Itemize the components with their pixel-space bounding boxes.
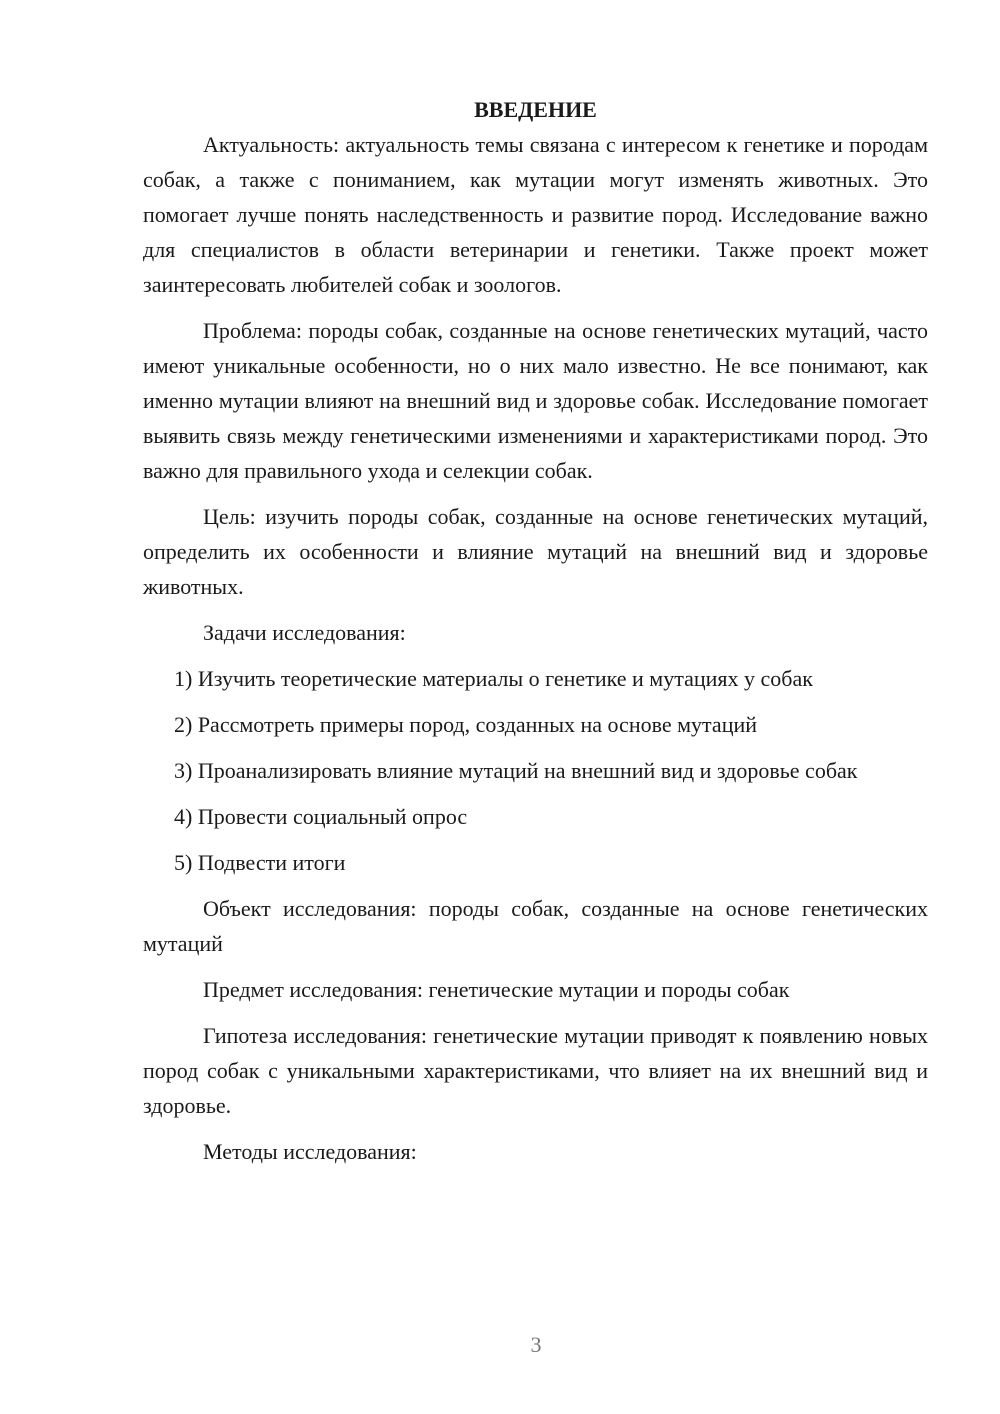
task-item-3: 3) Проанализировать влияние мутаций на внешний вид и здоровье собак [174,758,858,783]
paragraph-subject: Предмет исследования: генетические мутации и породы собак [203,977,790,1002]
task-item-4: 4) Провести социальный опрос [174,804,468,829]
paragraph-goal: Цель: изучить породы собак, созданные на основе генетических мутаций, определить их особенности и влияние мутаций на внешний вид и здоровье животных. [143,504,928,599]
task-item-2: 2) Рассмотреть примеры пород, созданных на основе мутаций [174,712,758,737]
page-number: 3 [530,1332,542,1357]
document-page [143,92,928,1169]
tasks-title: Задачи исследования: [203,620,406,645]
section-heading: ВВЕДЕНИЕ [474,97,597,122]
paragraph-problem: Проблема: породы собак, созданные на основе генетических мутаций, часто имеют уникальные особенности, но о них мало известно. Не все понимают, как именно мутации влияют на внешний вид и здоровье собак. Исследование помогает выявить связь между генетическими изменениями и характеристиками пород. Это важно для правильного ухода и селекции собак. [143,318,928,483]
task-item-1: 1) Изучить теоретические материалы о генетике и мутациях у собак [174,666,813,691]
paragraph-hypothesis: Гипотеза исследования: генетические мутации приводят к появлению новых пород собак с уникальными характеристиками, что влияет на их внешний вид и здоровье. [143,1023,928,1118]
task-item-5: 5) Подвести итоги [174,850,346,875]
paragraph-relevance: Актуальность: актуальность темы связана с интересом к генетике и породам собак, а также с пониманием, как мутации могут изменять животных. Это помогает лучше понять наследственность и развитие пород. Исследование важно для специалистов в области ветеринарии и генетики. Также проект может заинтересовать любителей собак и зоологов. [143,132,928,297]
methods-title: Методы исследования: [203,1139,417,1164]
paragraph-object: Объект исследования: породы собак, созданные на основе генетических мутаций [143,896,928,956]
